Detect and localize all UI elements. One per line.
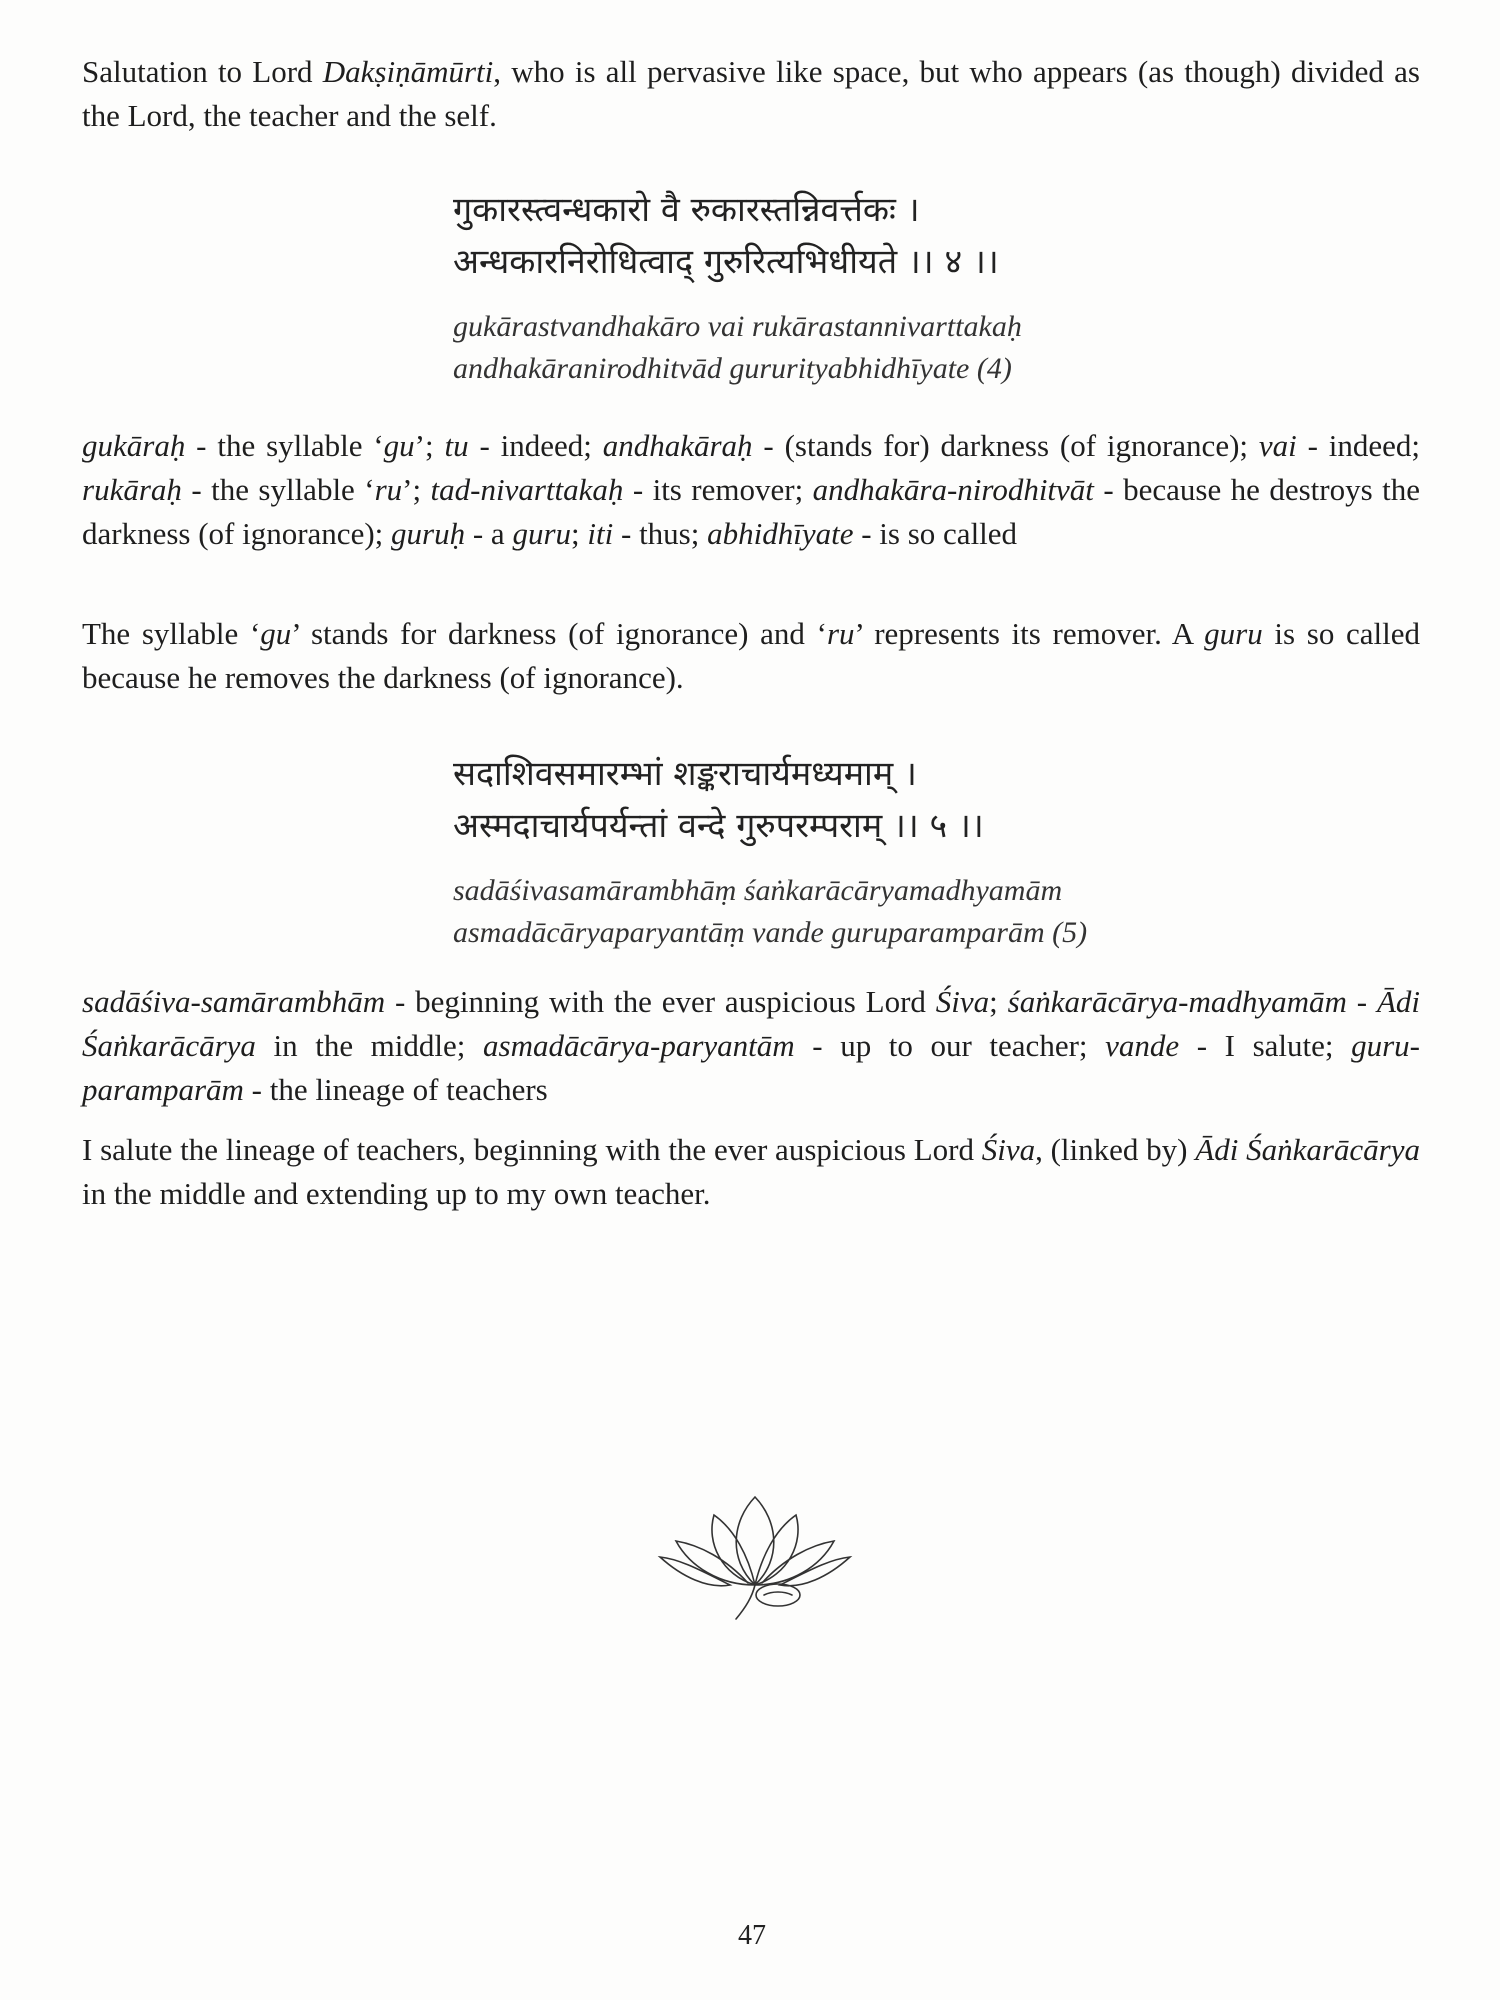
meaning-term: gu	[260, 616, 292, 651]
gloss-term: vande	[1105, 1028, 1180, 1063]
gloss-term: asmadācārya-paryantām	[483, 1028, 795, 1063]
verse-4-devanagari-line-1: गुकारस्त्वन्धकारो वै रुकारस्तन्निवर्त्तकः ।	[453, 190, 920, 230]
intro-paragraph	[82, 50, 1420, 138]
gloss-term: iti	[587, 516, 614, 551]
intro-prefix: Salutation to Lord	[82, 54, 323, 89]
lotus-icon	[650, 1485, 860, 1625]
verse-4-transliteration-line-1: gukārastvandhakāro vai rukārastannivarttakaḥ	[453, 310, 1022, 343]
gloss-term: Śiva	[935, 984, 990, 1019]
meaning-text: , (linked by)	[1035, 1132, 1196, 1167]
gloss-term: andhakāraḥ	[602, 428, 753, 463]
gloss-meaning: -	[1346, 984, 1377, 1019]
verse-5-transliteration-line-1: sadāśivasamārambhāṃ śaṅkarācāryamadhyamām	[453, 874, 1063, 907]
intro-suffix: , who is all pervasive like space, but who appears (as though) divided as the Lord, the teacher and the self.	[82, 54, 1420, 133]
verse-5-devanagari-line-1: सदाशिवसमारम्भां शङ्कराचार्यमध्यमाम् ।	[453, 754, 917, 794]
lotus-left-leaf	[660, 1557, 730, 1586]
verse-4-devanagari-line-2: अन्धकारनिरोधित्वाद् गुरुरित्यभिधीयते ।। ४ ।।	[453, 242, 999, 282]
gloss-meaning: ’;	[414, 428, 445, 463]
verse-5	[453, 748, 1353, 954]
gloss-meaning: - beginning with the ever auspicious Lord	[385, 984, 936, 1019]
gloss-term: gukāraḥ	[82, 428, 186, 463]
gloss-4-paragraph	[82, 424, 1420, 556]
gloss-meaning: - (stands for) darkness (of ignorance);	[752, 428, 1259, 463]
lotus-pad	[756, 1584, 800, 1606]
gloss-term: Ādi Śaṅkarācārya	[82, 984, 1420, 1063]
lotus-right-petal	[755, 1515, 798, 1585]
meaning-text: ’ stands for darkness (of ignorance) and ‘	[291, 616, 827, 651]
gloss-meaning: - the lineage of teachers	[243, 1072, 548, 1107]
meaning-term: ru	[826, 616, 855, 651]
gloss-meaning: - thus;	[613, 516, 708, 551]
meaning-text: The syllable ‘	[82, 616, 261, 651]
meaning-text: I salute the lineage of teachers, beginning with the ever auspicious Lord	[82, 1132, 982, 1167]
gloss-meaning: in the middle;	[255, 1028, 483, 1063]
gloss-term: rukāraḥ	[82, 472, 182, 507]
gloss-term: andhakāra-nirodhitvāt	[812, 472, 1094, 507]
verse-4-transliteration-line-2: andhakāranirodhitvād gururityabhidhīyate (4)	[453, 352, 1012, 385]
lotus-stem	[736, 1585, 755, 1619]
gloss-meaning: ;	[571, 516, 588, 551]
gloss-term: guru	[512, 516, 572, 551]
gloss-meaning: - up to our teacher;	[794, 1028, 1106, 1063]
meaning-text: ’ represents its remover. A	[854, 616, 1205, 651]
intro-name: Dakṣiṇāmūrti	[322, 54, 494, 89]
gloss-term: tu	[444, 428, 469, 463]
gloss-meaning: - indeed;	[1296, 428, 1421, 463]
gloss-meaning: - the syllable ‘	[185, 428, 384, 463]
meaning-term: guru	[1204, 616, 1263, 651]
gloss-meaning: - a	[465, 516, 513, 551]
page-number: 47	[738, 1920, 766, 1951]
lotus-pad-vein	[764, 1592, 792, 1595]
gloss-meaning: ’;	[402, 472, 431, 507]
gloss-term: vai	[1258, 428, 1297, 463]
gloss-term: śaṅkarācārya-madhyamām	[1007, 984, 1347, 1019]
verse-5-devanagari-line-2: अस्मदाचार्यपर्यन्तां वन्दे गुरुपरम्पराम् ।। ५ ।।	[453, 806, 984, 846]
gloss-meaning: - because he destroys the darkness (of ignorance);	[82, 472, 1420, 551]
verse-5-transliteration-line-2: asmadācāryaparyantāṃ vande guruparamparām (5)	[453, 916, 1088, 949]
gloss-meaning: - its remover;	[623, 472, 813, 507]
gloss-term: tad-nivarttakaḥ	[430, 472, 624, 507]
lotus-right-leaf	[780, 1557, 850, 1586]
gloss-term: guru-paramparām	[82, 1028, 1420, 1107]
gloss-meaning: - the syllable ‘	[181, 472, 375, 507]
gloss-meaning: - indeed;	[468, 428, 603, 463]
gloss-meaning: ;	[989, 984, 1008, 1019]
gloss-term: gu	[383, 428, 415, 463]
gloss-meaning: - I salute;	[1179, 1028, 1352, 1063]
gloss-term: guruḥ	[391, 516, 466, 551]
lotus-left-petal	[712, 1515, 755, 1585]
gloss-term: abhidhīyate	[707, 516, 854, 551]
meaning-5-paragraph	[82, 1128, 1420, 1216]
gloss-term: ru	[374, 472, 403, 507]
gloss-meaning: - is so called	[853, 516, 1018, 551]
lotus-center-petal	[736, 1497, 774, 1585]
meaning-4-paragraph	[82, 612, 1420, 700]
gloss-term: sadāśiva-samārambhām	[82, 984, 386, 1019]
meaning-text: is so called because he removes the darkness (of ignorance).	[82, 616, 1421, 695]
meaning-text: in the middle and extending up to my own teacher.	[82, 1176, 711, 1211]
meaning-term: Śiva	[981, 1132, 1036, 1167]
meaning-term: Ādi Śaṅkarācārya	[1195, 1132, 1420, 1167]
verse-4	[453, 184, 1353, 390]
gloss-5-paragraph	[82, 980, 1420, 1112]
